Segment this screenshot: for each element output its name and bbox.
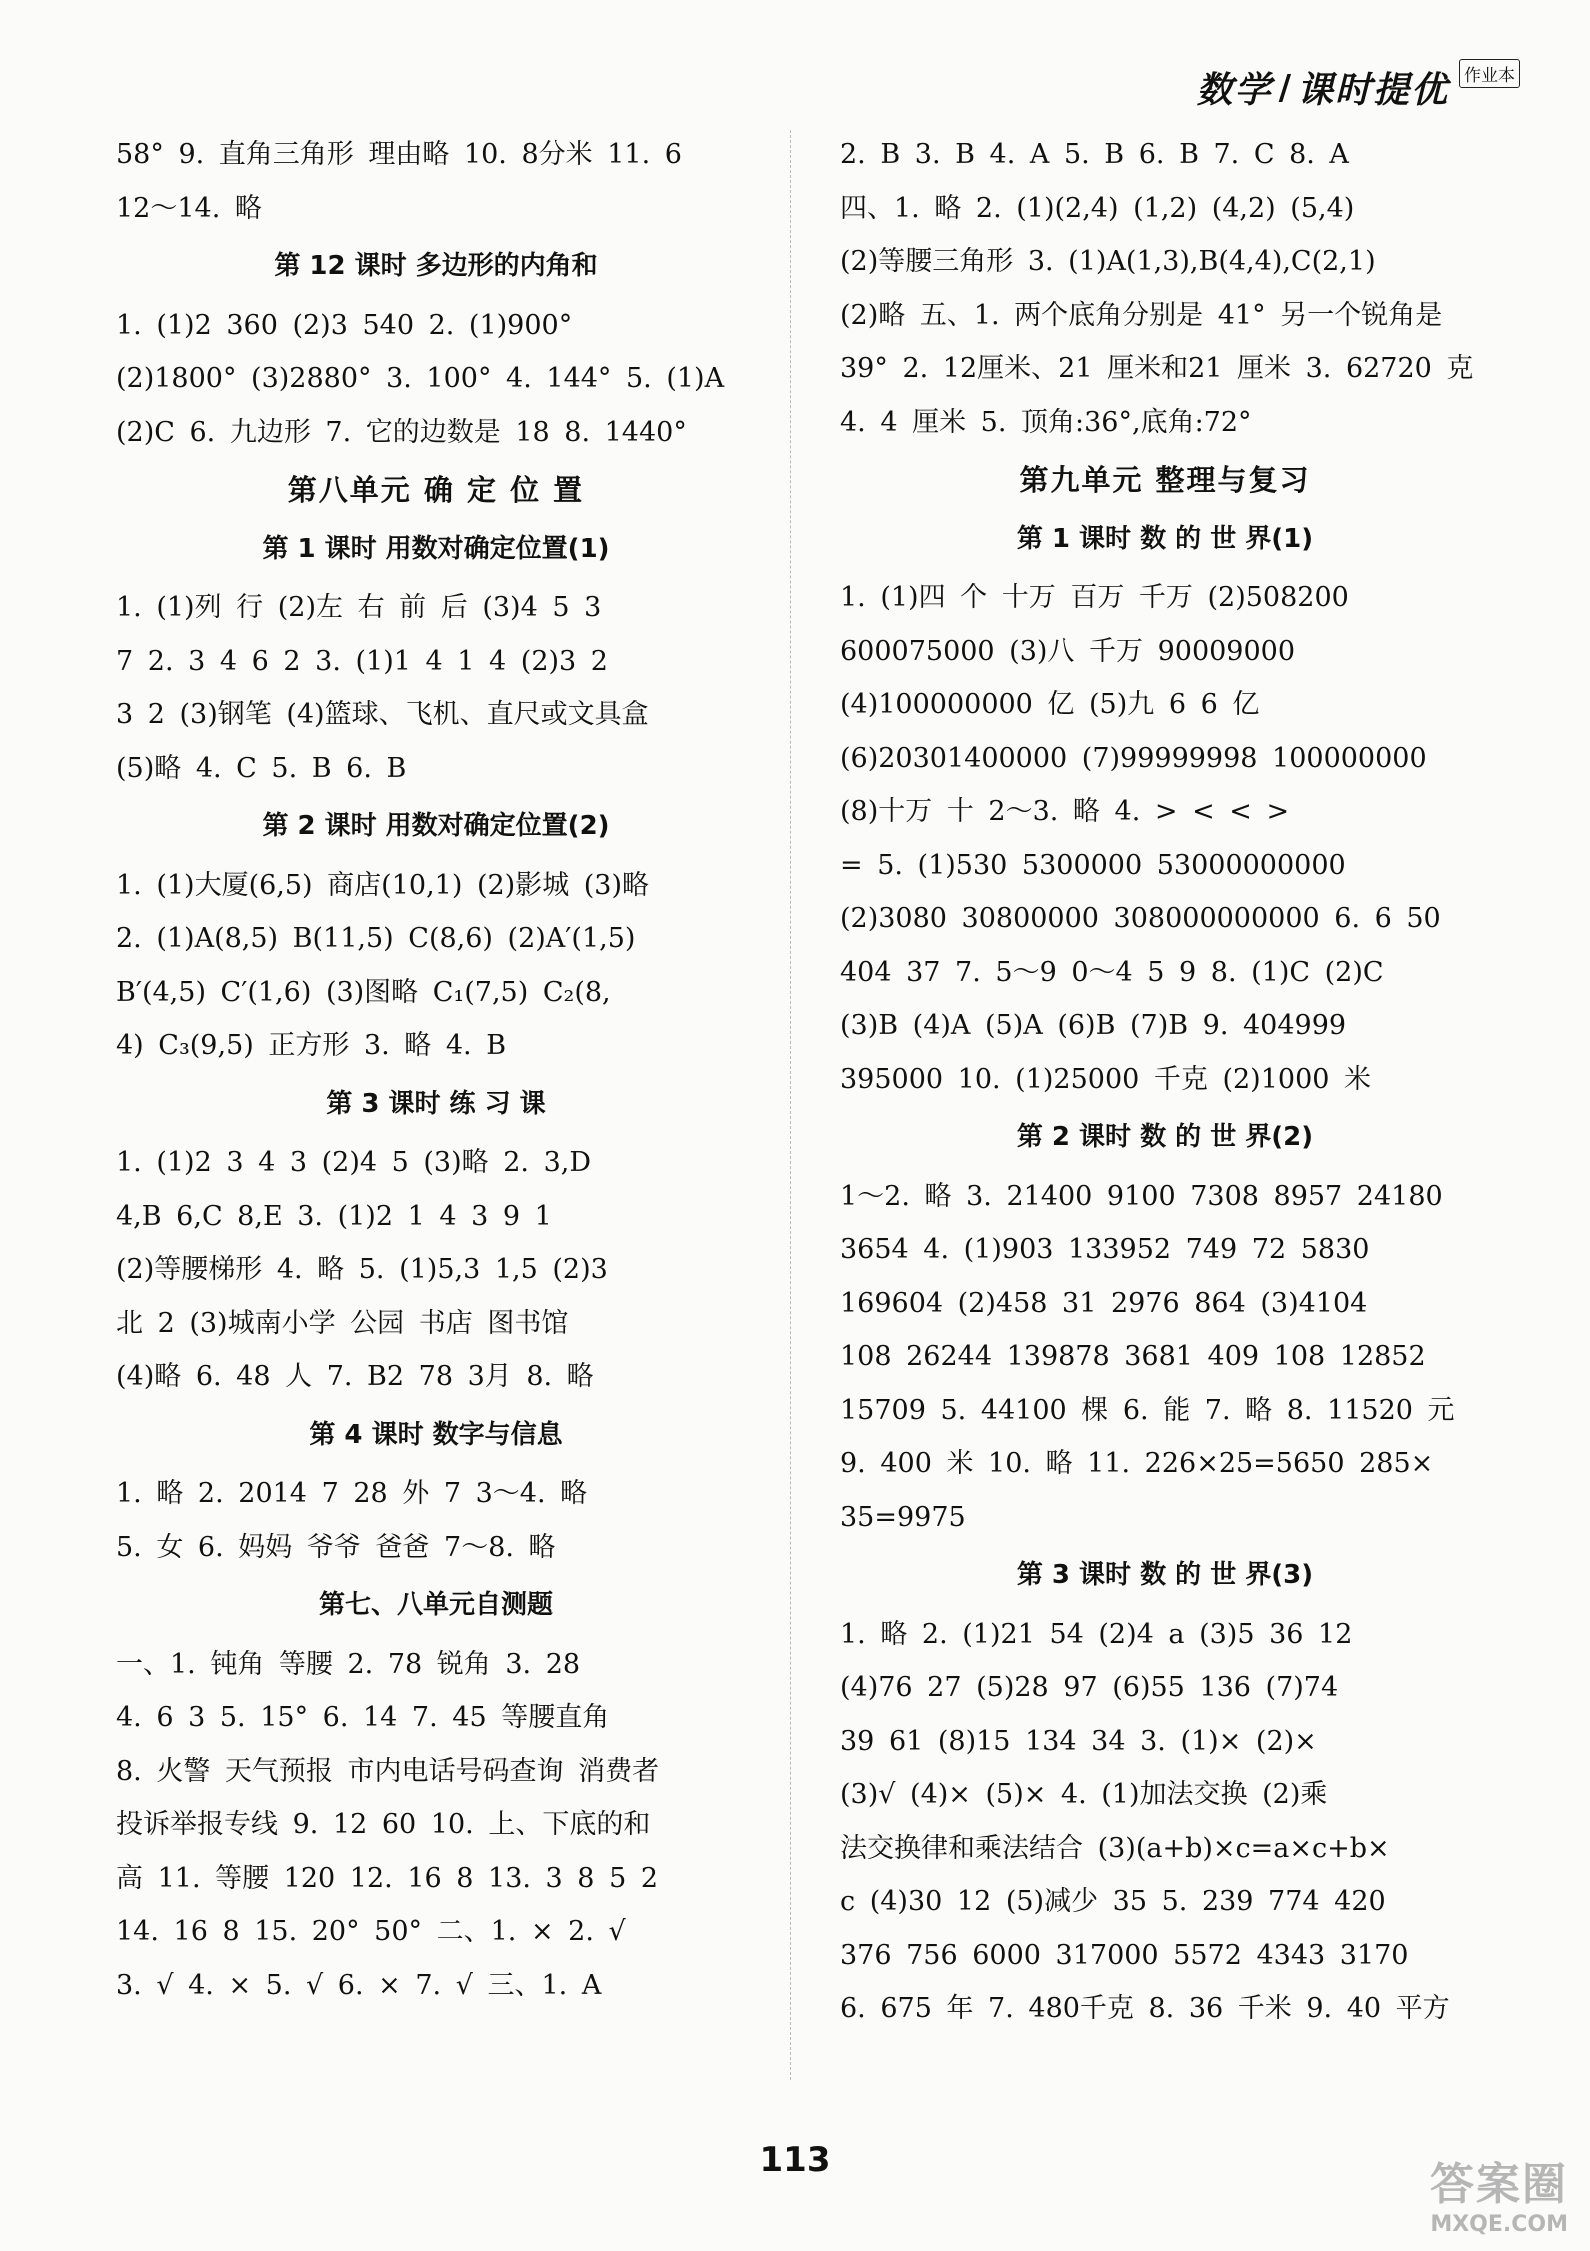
answer-line: 9. 400 米 10. 略 11. 226×25=5650 285×: [840, 1448, 1434, 1479]
answer-line: 1. 略 2. (1)21 54 (2)4 a (3)5 36 12: [840, 1618, 1353, 1650]
answer-line: 4,B 6,C 8,E 3. (1)2 1 4 3 9 1: [116, 1200, 552, 1232]
answer-line: = 5. (1)530 5300000 53000000000: [840, 849, 1346, 881]
answer-line: (2)3080 30800000 308000000000 6. 6 50: [840, 903, 1441, 934]
column-divider: [790, 130, 791, 2080]
answer-line: 404 37 7. 5～9 0～4 5 9 8. (1)C (2)C: [840, 956, 1384, 988]
header-series: 课时提优: [1296, 70, 1449, 111]
unit-heading: 第九单元 整理与复习: [1019, 463, 1311, 497]
answer-line: 1. (1)四 个 十万 百万 千万 (2)508200: [840, 582, 1349, 613]
answer-line: (3)√ (4)× (5)× 4. (1)加法交换 (2)乘: [840, 1779, 1328, 1810]
answer-line: 3. √ 4. × 5. √ 6. × 7. √ 三、1. A: [116, 1969, 602, 2001]
section-heading: 第七、八单元自测题: [318, 1590, 553, 1620]
answer-line: 376 756 6000 317000 5572 4343 3170: [840, 1939, 1409, 1971]
answer-line: 35=9975: [840, 1501, 966, 1533]
answer-line: (2)略 五、1. 两个底角分别是 41° 另一个锐角是: [840, 299, 1443, 331]
answer-line: 1. (1)2 3 4 3 (2)4 5 (3)略 2. 3,D: [116, 1147, 591, 1178]
left-column: [116, 128, 756, 2012]
answer-line: 7 2. 3 4 6 2 3. (1)1 4 1 4 (2)3 2: [116, 645, 608, 677]
answer-line: 法交换律和乘法结合 (3)(a+b)×c=a×c+b×: [840, 1832, 1390, 1864]
section-heading: 第 4 课时 数字与信息: [309, 1419, 563, 1450]
answer-line: 2. (1)A(8,5) B(11,5) C(8,6) (2)A′(1,5): [116, 923, 636, 954]
answer-line: c (4)30 12 (5)减少 35 5. 239 774 420: [840, 1886, 1386, 1917]
answer-line: 1. (1)2 360 (2)3 540 2. (1)900°: [116, 309, 573, 341]
watermark: [1430, 2148, 1568, 2237]
answer-line: (2)等腰三角形 3. (1)A(1,3),B(4,4),C(2,1): [840, 246, 1376, 277]
answer-line: 169604 (2)458 31 2976 864 (3)4104: [840, 1287, 1368, 1319]
answer-line: 395000 10. (1)25000 千克 (2)1000 米: [840, 1063, 1372, 1095]
answer-line: (4)100000000 亿 (5)九 6 6 亿: [840, 689, 1260, 720]
answer-line: 8. 火警 天气预报 市内电话号码查询 消费者: [116, 1755, 660, 1787]
header-slash: /: [1278, 67, 1291, 108]
answer-line: 15709 5. 44100 棵 6. 能 7. 略 8. 11520 元: [840, 1394, 1455, 1426]
answer-line: 1. (1)列 行 (2)左 右 前 后 (3)4 5 3: [116, 592, 602, 623]
answer-line: 北 2 (3)城南小学 公园 书店 图书馆: [116, 1307, 569, 1339]
answer-line: 4. 6 3 5. 15° 6. 14 7. 45 等腰直角: [116, 1702, 610, 1733]
section-heading: 第 3 课时 数 的 世 界(3): [1016, 1560, 1314, 1590]
header-brand: 数学: [1196, 70, 1273, 111]
answer-line: (3)B (4)A (5)A (6)B (7)B 9. 404999: [840, 1010, 1347, 1041]
answer-line: B′(4,5) C′(1,6) (3)图略 C₁(7,5) C₂(8,: [116, 976, 611, 1008]
answer-line: 14. 16 8 15. 20° 50° 二、1. × 2. √: [116, 1916, 626, 1947]
answer-line: 高 11. 等腰 120 12. 16 8 13. 3 8 5 2: [116, 1862, 659, 1894]
answer-line: 39° 2. 12厘米、21 厘米和21 厘米 3. 62720 克: [840, 353, 1474, 384]
section-heading: 第 1 课时 用数对确定位置(1): [262, 533, 610, 564]
answer-line: (2)1800° (3)2880° 3. 100° 4. 144° 5. (1)A: [116, 363, 725, 394]
answer-line: (8)十万 十 2～3. 略 4. > < < >: [840, 796, 1290, 827]
page-header: [1197, 62, 1520, 113]
answer-line: 108 26244 139878 3681 409 108 12852: [840, 1341, 1426, 1372]
header-tag: 作业本: [1459, 59, 1520, 88]
answer-line: 3 2 (3)钢笔 (4)篮球、飞机、直尺或文具盒: [116, 699, 649, 730]
answer-line: 600075000 (3)八 千万 90009000: [840, 635, 1296, 667]
section-heading: 第 3 课时 练 习 课: [326, 1088, 546, 1119]
answer-line: 四、1. 略 2. (1)(2,4) (1,2) (4,2) (5,4): [840, 192, 1355, 224]
watermark-logo: 答案圈: [1430, 2159, 1568, 2210]
answer-line: (4)76 27 (5)28 97 (6)55 136 (7)74: [840, 1672, 1339, 1703]
answer-line: (4)略 6. 48 人 7. B2 78 3月 8. 略: [116, 1361, 594, 1392]
answer-line: 3654 4. (1)903 133952 749 72 5830: [840, 1234, 1370, 1265]
section-heading: 第 1 课时 数 的 世 界(1): [1016, 523, 1314, 554]
answer-line: 39 61 (8)15 134 34 3. (1)× (2)×: [840, 1725, 1317, 1757]
answer-line: (2)等腰梯形 4. 略 5. (1)5,3 1,5 (2)3: [116, 1254, 608, 1285]
section-heading: 第 2 课时 用数对确定位置(2): [262, 811, 610, 841]
watermark-url: MXQE.COM: [1430, 2212, 1568, 2237]
right-column: [840, 128, 1490, 2036]
answer-line: 2. B 3. B 4. A 5. B 6. B 7. C 8. A: [840, 139, 1349, 170]
unit-heading: 第八单元 确 定 位 置: [287, 473, 585, 507]
answer-line: 1～2. 略 3. 21400 9100 7308 8957 24180: [840, 1180, 1443, 1212]
answer-line: 12～14. 略: [116, 192, 262, 224]
page-number: 113: [759, 2140, 831, 2180]
answer-line: (6)20301400000 (7)99999998 100000000: [840, 742, 1427, 774]
answer-line: (2)C 6. 九边形 7. 它的边数是 18 8. 1440°: [116, 416, 687, 448]
answer-line: 1. (1)大厦(6,5) 商店(10,1) (2)影城 (3)略: [116, 869, 650, 901]
answer-line: 5. 女 6. 妈妈 爷爷 爸爸 7～8. 略: [116, 1531, 556, 1563]
answer-line: 一、1. 钝角 等腰 2. 78 锐角 3. 28: [116, 1648, 581, 1680]
answer-line: 58° 9. 直角三角形 理由略 10. 8分米 11. 6: [116, 139, 682, 170]
section-heading: 第 2 课时 数 的 世 界(2): [1016, 1122, 1314, 1152]
answer-line: (5)略 4. C 5. B 6. B: [116, 752, 407, 784]
section-heading: 第 12 课时 多边形的内角和: [274, 251, 598, 281]
answer-line: 4) C₃(9,5) 正方形 3. 略 4. B: [116, 1030, 507, 1061]
answer-line: 4. 4 厘米 5. 顶角:36°,底角:72°: [840, 406, 1252, 438]
answer-line: 6. 675 年 7. 480千克 8. 36 千米 9. 40 平方: [840, 1993, 1450, 2024]
answer-line: 1. 略 2. 2014 7 28 外 7 3～4. 略: [116, 1478, 588, 1509]
answer-line: 投诉举报专线 9. 12 60 10. 上、下底的和: [116, 1809, 651, 1840]
